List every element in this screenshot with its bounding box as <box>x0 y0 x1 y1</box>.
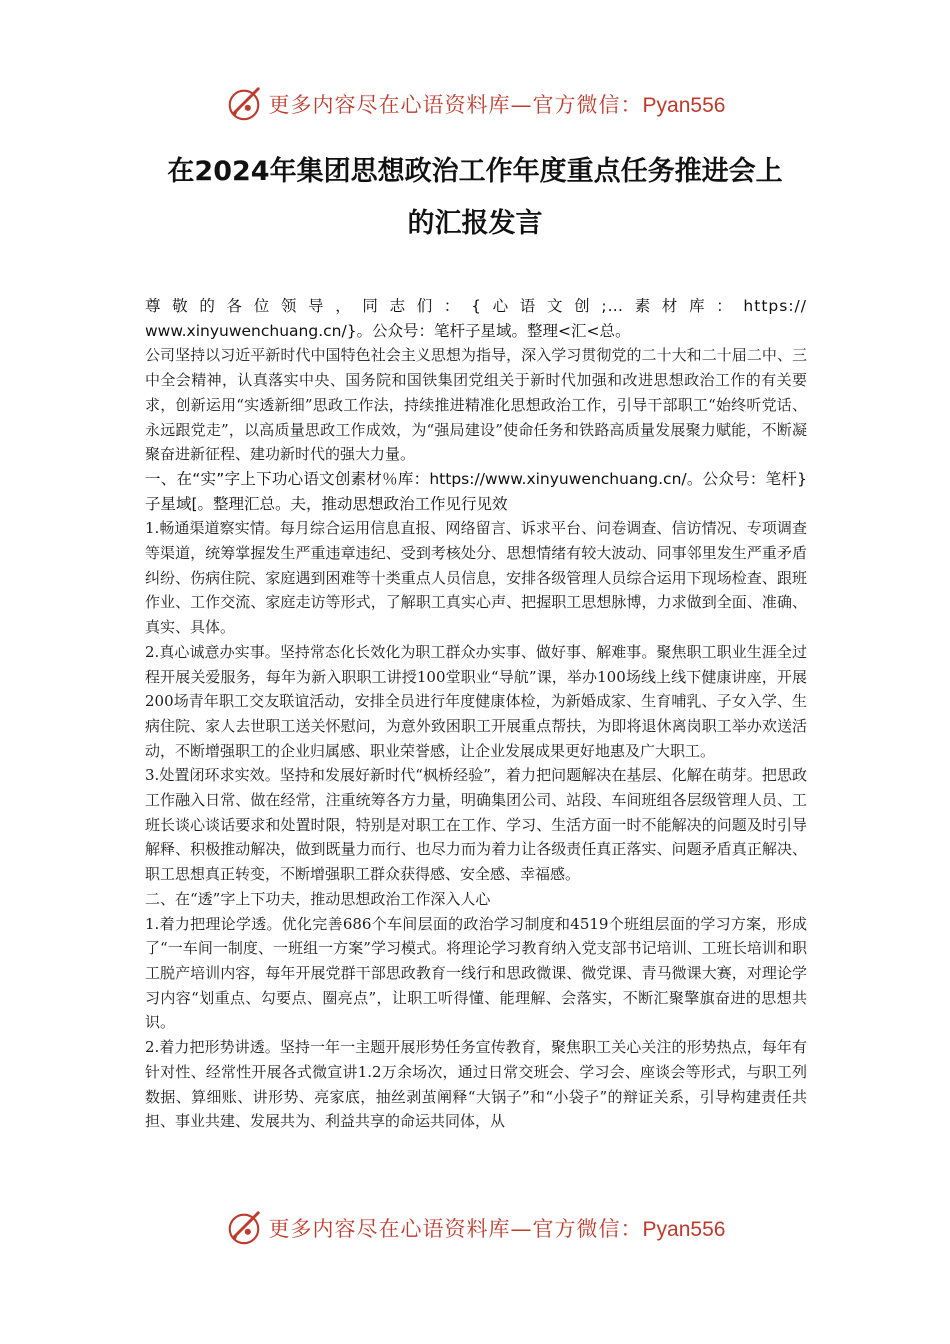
document-title <box>120 146 830 250</box>
watermark-id: Pyan556 <box>642 94 726 117</box>
brush-logo-icon <box>225 85 263 123</box>
intro-paragraph: 公司坚持以习近平新时代中国特色社会主义思想为指导，深入学习贯彻党的二十大和二十届二中、三中全会精神，认真落实中央、国务院和国铁集团党组关于新时代加强和改进思想政治工作的有关要求，创新运用“实透新细”思政工作法，持续推进精准化思想政治工作，引导干部职工“始终听党话、永远跟党走”，以高质量思政工作成效，为“强局建设”使命任务和铁路高质量发展聚力赋能，不断凝聚奋进新征程、建功新时代的强大力量。 <box>145 346 807 464</box>
greeting-line-2: www.xinyuwenchuang.cn/}。公众号：笔杆子星域。整理<汇<总。 <box>145 321 631 340</box>
paragraph-1-1: 1.畅通渠道察实情。每月综合运用信息直报、网络留言、诉求平台、问卷调查、信访情况、专项调查等渠道，统筹掌握发生严重违章违纪、受到考核处分、思想情绪有较大波动、同事邻里发生严重矛盾纠纷、伤病住院、家庭遇到困难等十类重点人员信息，安排各级管理人员综合运用下现场检查、跟班作业、工作交流、家庭走访等形式，了解职工真实心声、把握职工思想脉博，力求做到全面、准确、真实、具体。 <box>145 519 807 637</box>
watermark-text: 更多内容尽在心语资料库—官方微信： <box>268 93 643 117</box>
watermark-text: 更多内容尽在心语资料库—官方微信： <box>268 1217 643 1241</box>
paragraph-1-2: 2.真心诚意办实事。坚持常态化长效化为职工群众办实事、做好事、解难事。聚焦职工职业生涯全过程开展关爱服务，每年为新入职职工讲授100堂职业“导航”课，举办100场线上线下健康讲座，开展200场青年职工交友联谊活动，安排全员进行年度健康体检，为新婚成家、生育哺乳、子女入学、生病住院、家人去世职工送关怀慰问，为意外致困职工开展重点帮扶，为即将退休离岗职工举办欢送活动，不断增强职工的企业归属感、职业荣誉感，让企业发展成果更好地惠及广大职工。 <box>145 642 807 760</box>
watermark-id: Pyan556 <box>642 1218 726 1241</box>
watermark-header <box>0 84 950 124</box>
paragraph-2-2: 2.着力把形势讲透。坚持一年一主题开展形势任务宣传教育，聚焦职工关心关注的形势热点，每年有针对性、经常性开展各式微宣讲1.2万余场次，通过日常交班会、学习会、座谈会等形式，与职工列数据、算细账、讲形势、亮家底，抽丝剥茧阐释“大锅子”和“小袋子”的辩证关系，引导构建责任共担、事业共建、发展共为、利益共享的命运共同体，从 <box>145 1038 807 1131</box>
greeting-line: 尊敬的各位领导，同志们：{心语文创;…素材库：https:// <box>145 297 807 315</box>
title-line-1: 在2024年集团思想政治工作年度重点任务推进会上 <box>167 156 783 187</box>
paragraph-1-3: 3.处置闭环求实效。坚持和发展好新时代“枫桥经验”，着力把问题解决在基层、化解在萌芽。把思政工作融入日常、做在经常，注重统筹各方力量，明确集团公司、站段、车间班组各层级管理人员、工班长谈心谈话要求和处置时限，特别是对职工在工作、学习、生活方面一时不能解决的问题及时引导解释、积极推动解决，做到既量力而行、也尽力而为着力让各级责任真正落实、问题矛盾真正解决、职工思想真正转变，不断增强职工群众获得感、安全感、幸福感。 <box>145 766 807 884</box>
watermark-footer <box>0 1208 950 1248</box>
paragraph-2-1: 1.着力把理论学透。优化完善686个车间层面的政治学习制度和4519个班组层面的学习方案，形成了“一车间一制度、一班组一方案”学习模式。将理论学习教育纳入党支部书记培训、工班长培训和职工脱产培训内容，每年开展党群干部思政教育一线行和思政微课、微党课、青马微课大赛，对理论学习内容“划重点、勾要点、圈亮点”，让职工听得懂、能理解、会落实，不断汇聚擎旗奋进的思想共识。 <box>145 914 807 1032</box>
document-body <box>145 294 807 1134</box>
title-line-2: 的汇报发言 <box>407 208 543 239</box>
section-heading-1: 一、在“实”字上下功心语文创素材％库：https://www.xinyuwenchuang.cn/。公众号：笔杆}子星域[。整理汇总。夫，推动思想政治工作见行见效 <box>145 469 807 513</box>
brush-logo-icon <box>225 1209 263 1247</box>
section-heading-2: 二、在“透”字上下功夫，推动思想政治工作深入人心 <box>145 889 491 908</box>
